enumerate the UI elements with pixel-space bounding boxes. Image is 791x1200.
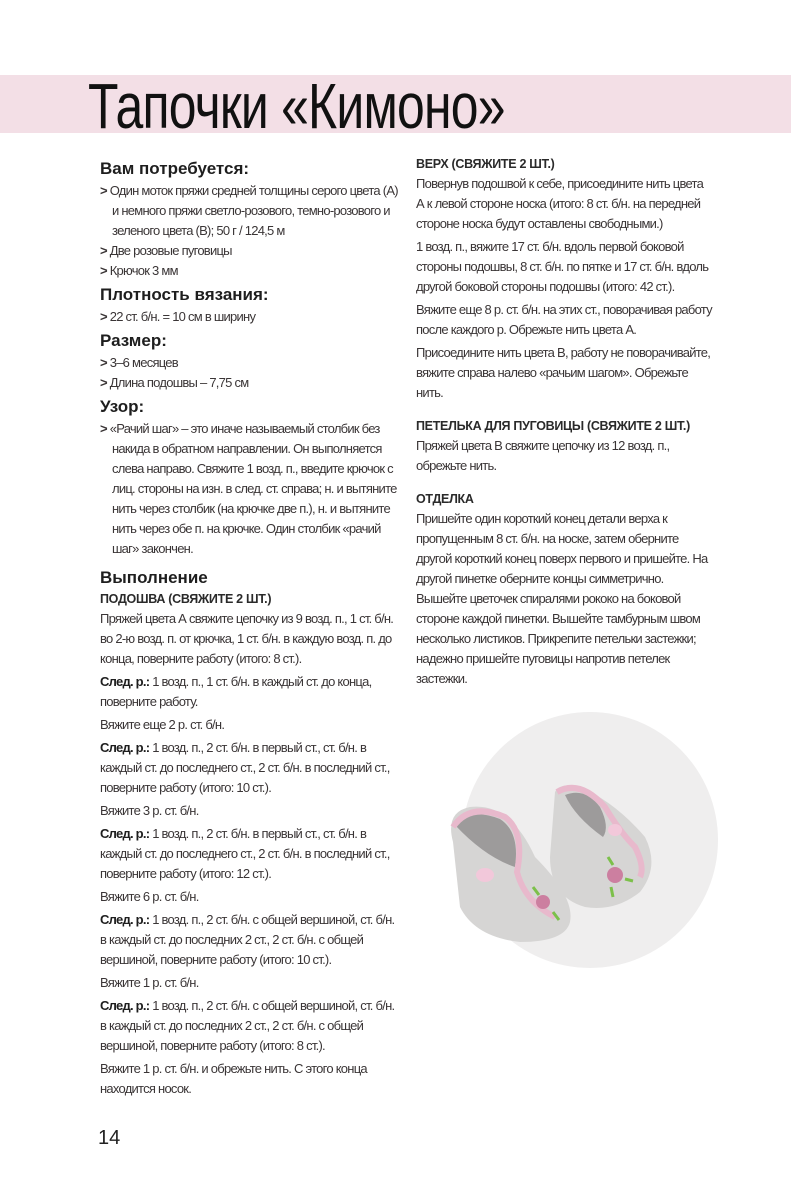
list-item: > «Рачий шаг» – это иначе называемый столбик без накида в обратном направлении. Он выполняется слева направо. Свяжите 1 возд. п., введите крючок с лиц. стороны на изн. в след. ст. справа; н. и вытяните нить через столбик (на крючке две п.), н. и вытяните нить через обе п. на крючке. Один столбик «рачий шаг» закончен. <box>100 419 400 559</box>
size-heading: Размер: <box>100 331 167 350</box>
sole-heading: ПОДОШВА (СВЯЖИТЕ 2 ШТ.) <box>100 592 272 606</box>
instruction-text: Вяжите 6 р. ст. б/н. <box>100 889 199 904</box>
instruction-text: Вяжите еще 2 р. ст. б/н. <box>100 717 225 732</box>
row-label: След. р.: <box>100 998 150 1013</box>
upper-heading: ВЕРХ (СВЯЖИТЕ 2 ШТ.) <box>416 157 555 171</box>
row-label: След. р.: <box>100 740 150 755</box>
row-instruction <box>100 738 400 798</box>
instruction-text: Вяжите 1 р. ст. б/н. и обрежьте нить. С этого конца находится носок. <box>100 1061 367 1096</box>
paragraph: 1 возд. п., вяжите 17 ст. б/н. вдоль первой боковой стороны подошвы, 8 ст. б/н. по пятке и 17 ст. б/н. вдоль другой боковой стороны подошвы (итого: 42 ст.). <box>416 239 709 294</box>
list-item: > 22 ст. б/н. = 10 см в ширину <box>100 307 400 327</box>
row-instruction <box>100 824 400 884</box>
list-item: > Две розовые пуговицы <box>100 241 400 261</box>
instruction-text: 1 возд. п., 2 ст. б/н. с общей вершиной, ст. б/н. в каждый ст. до последних 2 ст., 2 ст. б/н. с общей вершиной, поверните работу (итого: 10 ст.). <box>100 912 395 967</box>
page-title: Тапочки «Кимоно» <box>88 70 505 142</box>
left-column <box>100 158 400 559</box>
paragraph <box>100 609 400 669</box>
paragraph <box>100 801 400 821</box>
paragraph: Вяжите еще 8 р. ст. б/н. на этих ст., поворачивая работу после каждого р. Обрежьте нить цвета А. <box>416 302 712 337</box>
right-column <box>416 155 712 973</box>
execution-heading: Выполнение <box>100 568 208 587</box>
list-item: > Длина подошвы – 7,75 см <box>100 373 400 393</box>
instruction-text: 1 возд. п., 2 ст. б/н. с общей вершиной, ст. б/н. в каждый ст. до последних 2 ст., 2 ст. б/н. с общей вершиной, поверните работу (итого: 8 ст.). <box>100 998 395 1053</box>
paragraph: Пришейте один короткий конец детали верха к пропущенным 8 ст. б/н. на носке, затем оберните другой короткий конец поверх первого и пришейте. На другой пинетке оберните концы симметрично. Вышейте цветочек спиралями рококо на боковой стороне каждой пинетки. Вышейте тамбурным швом несколько листиков. Прикрепите петельки застежки; надежно пришейте пуговицы напротив петелек застежки. <box>416 511 708 686</box>
sole-instructions <box>100 609 400 1099</box>
list-item: > Крючок 3 мм <box>100 261 400 281</box>
instruction-text: Пряжей цвета А свяжите цепочку из 9 возд. п., 1 ст. б/н. во 2-ю возд. п. от крючка, 1 ст. б/н. в каждую возд. п. до конца, поверните работу (итого: 8 ст.). <box>100 611 394 666</box>
row-instruction <box>100 910 400 970</box>
paragraph <box>100 887 400 907</box>
row-instruction <box>100 996 400 1056</box>
paragraph: Присоедините нить цвета В, работу не поворачивайте, вяжите справа налево «рачьим шагом». Обрежьте нить. <box>416 345 711 400</box>
list-item: > 3–6 месяцев <box>100 353 400 373</box>
finishing-heading: ОТДЕЛКА <box>416 492 474 506</box>
list-item: > Один моток пряжи средней толщины серого цвета (А) и немного пряжи светло-розового, темно-розового и зеленого цвета (В); 50 г / 124,5 м <box>100 181 400 241</box>
instruction-text: Вяжите 3 р. ст. б/н. <box>100 803 199 818</box>
instruction-text: 1 возд. п., 2 ст. б/н. в первый ст., ст. б/н. в каждый ст. до последнего ст., 2 ст. б/н. в последний ст., поверните работу (итого: 12 ст.). <box>100 826 390 881</box>
row-instruction <box>100 672 400 712</box>
instruction-text: 1 возд. п., 1 ст. б/н. в каждый ст. до конца, поверните работу. <box>100 674 372 709</box>
execution-section <box>100 567 400 1150</box>
paragraph <box>100 973 400 993</box>
paragraph <box>100 1059 400 1099</box>
paragraph: Пряжей цвета В свяжите цепочку из 12 возд. п., обрежьте нить. <box>416 438 670 473</box>
row-label: След. р.: <box>100 826 150 841</box>
page-number: 14 <box>98 1127 121 1149</box>
row-label: След. р.: <box>100 912 150 927</box>
row-label: След. р.: <box>100 674 150 689</box>
booties-photo <box>425 711 755 973</box>
instruction-text: 1 возд. п., 2 ст. б/н. в первый ст., ст. б/н. в каждый ст. до последнего ст., 2 ст. б/н. в последний ст., поверните работу (итого: 10 ст.). <box>100 740 390 795</box>
materials-list <box>100 181 400 281</box>
pattern-heading: Узор: <box>100 397 145 416</box>
instruction-text: Вяжите 1 р. ст. б/н. <box>100 975 199 990</box>
paragraph: Повернув подошвой к себе, присоедините нить цвета А к левой стороне носка (итого: 8 ст. б/н. на передней стороне носка будут оставлены свободными.) <box>416 176 704 231</box>
materials-heading: Вам потребуется: <box>100 159 250 178</box>
loop-heading: ПЕТЕЛЬКА ДЛЯ ПУГОВИЦЫ (СВЯЖИТЕ 2 ШТ.) <box>416 419 690 433</box>
gauge-heading: Плотность вязания: <box>100 285 269 304</box>
paragraph <box>100 715 400 735</box>
